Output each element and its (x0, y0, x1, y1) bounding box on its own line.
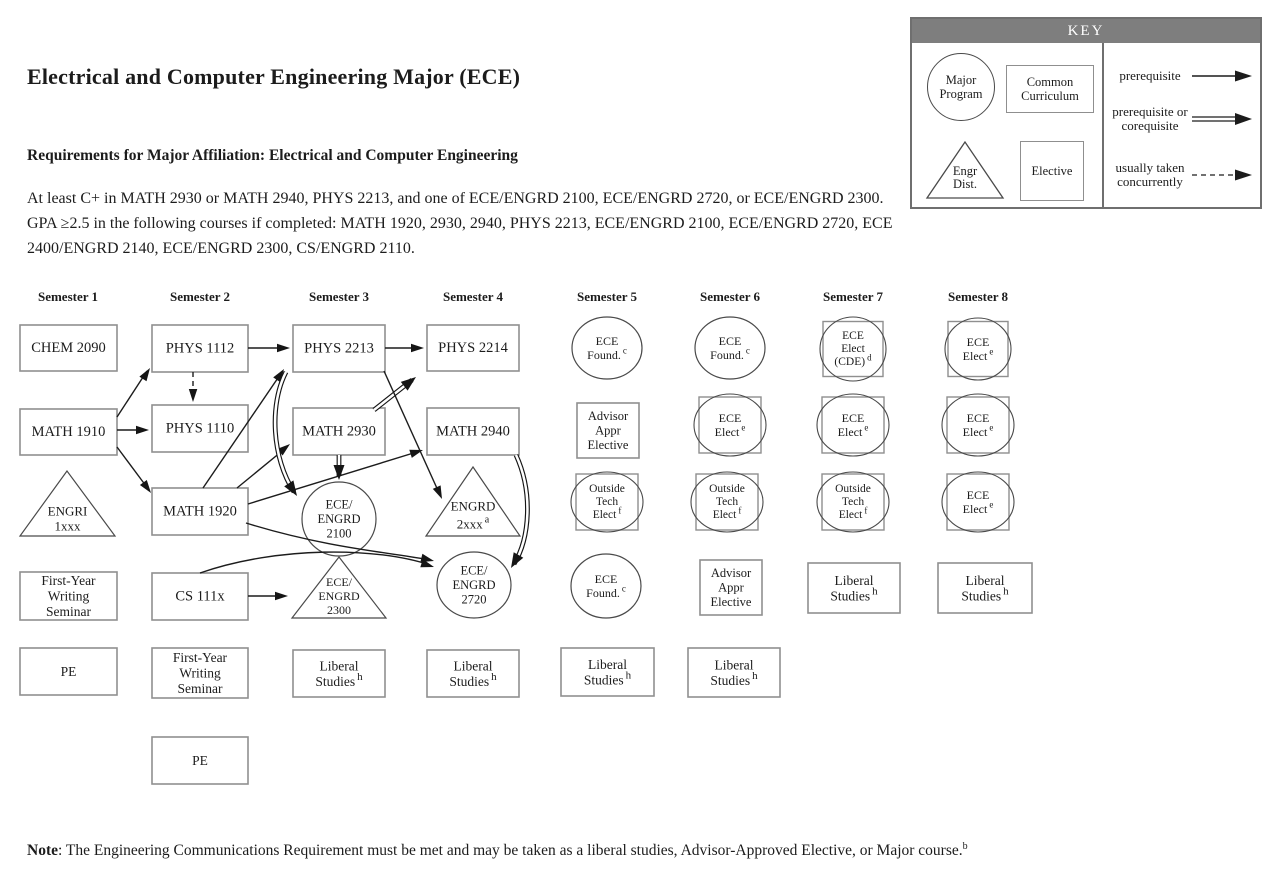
edge-math2930-ece2100-coreq (334, 455, 345, 480)
semester-header-5: Semester 5 (576, 289, 638, 304)
node-ece2300 (292, 557, 386, 618)
node-label-line: PHYS 2213 (304, 340, 374, 357)
node-label-line: ECE (594, 572, 618, 586)
node-label-line: Found. $^c$ (587, 345, 627, 362)
node-label-line: First-Year (172, 650, 228, 665)
semester-header-8: Semester 8 (947, 289, 1009, 304)
node-label-line: Studies $^h$ (449, 670, 497, 689)
node-label-line: Elect $^f$ (592, 505, 622, 521)
footnote-sup: b (962, 841, 968, 852)
node-label-line: ECE (718, 334, 742, 348)
node-phys2214 (427, 325, 519, 371)
semester-header-6: Semester 6 (699, 289, 761, 304)
node-math2940 (427, 408, 519, 455)
requirements-text: At least C+ in MATH 2930 or MATH 2940, PHYS 2213, and one of ECE/ENGRD 2100, ECE/ENGRD 2720, or ECE/ENGRD 2300. GPA ≥2.5 in the following courses if completed: MATH 1920, 2930, 2940, PHYS 2213, ECE/ENGRD 2100, ECE/ENGRD 2720, ECE 2400/ENGRD 2140, ECE/ENGRD 2300, CS/ENGRD 2110. (27, 190, 893, 257)
node-math2930 (293, 408, 385, 455)
node-label-line: Liberal (588, 656, 627, 672)
node-label-line: Liberal (453, 658, 493, 674)
node-label-line: Elect $^f$ (712, 505, 742, 521)
footnote (27, 841, 968, 860)
node-phys2213 (293, 325, 385, 372)
page-title: Electrical and Computer Engineering Major (ECE) (27, 64, 521, 89)
node-label-line: Elect $^f$ (838, 505, 868, 521)
node-label-line: Found. $^c$ (586, 583, 626, 600)
node-label-line: Elective (710, 595, 752, 609)
node-outside5 (571, 472, 643, 532)
edge-phys2213-phys2214-prereq (385, 344, 424, 353)
node-label-line: PHYS 2214 (438, 340, 508, 356)
node-label-line: Studies $^h$ (830, 585, 878, 604)
node-ecefound6 (695, 317, 765, 379)
node-ls8 (938, 563, 1032, 613)
node-label-line: ENGRD (317, 512, 361, 526)
node-label-line: ENGRD (318, 589, 360, 603)
node-label-line: 2300 (327, 603, 351, 617)
node-ls4 (427, 650, 519, 697)
footnote-text: : The Engineering Communications Requirement must be met and may be taken as a liberal studies, Advisor-Approved Elective, or Major course. (58, 842, 963, 860)
node-label-line: Elect $^e$ (962, 499, 994, 516)
key-major-program-label: Major Program (939, 73, 983, 101)
node-label-line: ECE (841, 411, 865, 425)
node-label-line: Elect $^e$ (714, 422, 746, 439)
footnote-label: Note (27, 842, 58, 860)
node-label-line: Found. $^c$ (710, 345, 750, 362)
node-label-line: 2720 (461, 592, 487, 607)
node-engri1xxx (20, 471, 115, 536)
node-fws1 (20, 572, 117, 620)
node-label-line: First-Year (41, 573, 96, 588)
node-label-line: Seminar (177, 681, 223, 696)
node-label-line: PE (192, 753, 208, 768)
node-label-line: Writing (179, 665, 221, 681)
node-ls7 (808, 563, 900, 613)
node-label-line: Elect $^e$ (962, 346, 994, 363)
edge-phys1112-phys1110-concurrent (189, 372, 198, 402)
node-label-line: PHYS 1112 (165, 340, 235, 357)
edge-math2930-phys2214-coreq (374, 377, 416, 410)
key-coreq-label: prerequisite or corequisite (1112, 104, 1188, 133)
node-label-line: ENGRD (452, 578, 496, 592)
node-label-line: MATH 2930 (302, 423, 376, 440)
node-label-line: ECE (718, 411, 742, 425)
node-eceelect6 (694, 394, 766, 456)
requirements-heading: Requirements for Major Affiliation: Electrical and Computer Engineering (27, 147, 518, 164)
node-fws2 (152, 648, 248, 698)
node-label-line: ECE (966, 411, 990, 425)
node-label-line: Studies $^h$ (315, 670, 363, 689)
key-engr-dist-label: Engr Dist. (952, 164, 978, 191)
node-label-line: Appr (595, 423, 621, 438)
node-advisor6 (700, 560, 762, 615)
node-label-line: Elect (841, 343, 865, 355)
semester-header-4: Semester 4 (442, 289, 504, 304)
node-label-line: Elect $^e$ (962, 422, 994, 439)
node-label-line: PHYS 1110 (165, 420, 235, 437)
node-label-line: MATH 1910 (31, 424, 106, 440)
node-label-line: Studies $^h$ (583, 669, 632, 688)
node-ls6 (688, 648, 780, 697)
node-elect8b (942, 394, 1014, 456)
node-label-line: ECE (966, 488, 990, 502)
semester-header-1: Semester 1 (37, 289, 99, 304)
node-label-line: 2xxx $^a$ (456, 514, 490, 532)
node-label-line: CS 111x (175, 588, 225, 605)
node-label-line: MATH 2940 (436, 423, 510, 440)
node-label-line: ECE/ (325, 497, 353, 512)
node-label-line: ENGRI (47, 503, 88, 519)
node-label-line: Liberal (714, 657, 754, 673)
node-label-line: ECE (966, 335, 990, 349)
node-label-line: Outside (835, 483, 871, 495)
node-ecefound5a (572, 317, 642, 379)
node-chem2090 (20, 325, 117, 371)
node-cs111x (152, 573, 248, 620)
node-advisor5 (577, 403, 639, 458)
node-label-line: Advisor (587, 409, 629, 423)
node-label-line: Liberal (965, 572, 1005, 588)
node-label-line: Seminar (46, 604, 91, 619)
node-label-line: Studies $^h$ (710, 669, 758, 688)
node-cde7 (820, 317, 886, 381)
node-label-line: (CDE) $^d$ (834, 352, 872, 368)
node-ls3 (293, 650, 385, 697)
node-outside6 (691, 472, 763, 532)
node-pe2 (152, 737, 248, 784)
node-eceelect7 (817, 394, 889, 456)
node-label-line: Studies $^h$ (961, 585, 1009, 604)
semester-header-2: Semester 2 (169, 289, 231, 304)
node-phys1112 (152, 325, 248, 372)
node-ecefound5b (571, 554, 641, 618)
node-math1920 (152, 488, 248, 535)
node-label-line: CHEM 2090 (31, 340, 106, 356)
edge-phys1112-phys2213-prereq (248, 344, 290, 353)
node-elect8c (942, 472, 1014, 532)
node-label-line: 1xxx (54, 518, 81, 534)
key-prerequisite-label: prerequisite (1119, 68, 1181, 83)
node-engrd2xxx (426, 467, 520, 536)
key-elective-label: Elective (1031, 164, 1073, 178)
node-label-line: Elective (587, 438, 629, 452)
edge-cs111x-ece2300-prereq (248, 592, 288, 601)
node-ls5 (561, 648, 654, 696)
node-math1910 (20, 409, 117, 455)
node-label-line: Outside (709, 483, 745, 495)
node-label-line: Appr (718, 580, 744, 595)
semester-header-3: Semester 3 (308, 289, 370, 304)
key-title: KEY (912, 19, 1260, 43)
semester-header-7: Semester 7 (822, 289, 884, 304)
node-label-line: Writing (47, 588, 90, 604)
node-label-line: Tech (715, 496, 739, 508)
node-label-line: ECE (595, 334, 619, 348)
edge-math1910-math1920-prereq (117, 447, 151, 493)
node-outside7 (817, 472, 889, 532)
node-label-line: MATH 1920 (163, 503, 237, 520)
node-pe1 (20, 648, 117, 695)
node-label-line: Advisor (710, 566, 752, 580)
key-concurrent-label: usually taken concurrently (1115, 160, 1185, 189)
edge-math1910-phys1112-prereq (117, 368, 150, 417)
node-label-line: ECE/ (326, 575, 352, 589)
node-label-line: ECE/ (460, 563, 488, 578)
node-label-line: 2100 (326, 526, 352, 541)
node-label-line: Tech (595, 496, 619, 508)
edge-math2940-ece2720-coreq (511, 455, 527, 568)
node-label-line: ENGRD (450, 498, 496, 514)
edge-math1910-phys1110-prereq (117, 426, 149, 435)
node-elect8a (945, 318, 1011, 380)
node-ece2720 (437, 552, 511, 618)
node-label-line: PE (60, 664, 77, 679)
key-common-curriculum-label: Common Curriculum (1021, 75, 1079, 103)
node-label-line: ECE (842, 330, 864, 342)
node-label-line: Outside (589, 483, 625, 495)
node-label-line: Tech (841, 496, 865, 508)
node-phys1110 (152, 405, 248, 452)
node-label-line: Liberal (319, 658, 359, 674)
node-label-line: Elect $^e$ (837, 422, 869, 439)
node-label-line: Liberal (834, 572, 874, 588)
